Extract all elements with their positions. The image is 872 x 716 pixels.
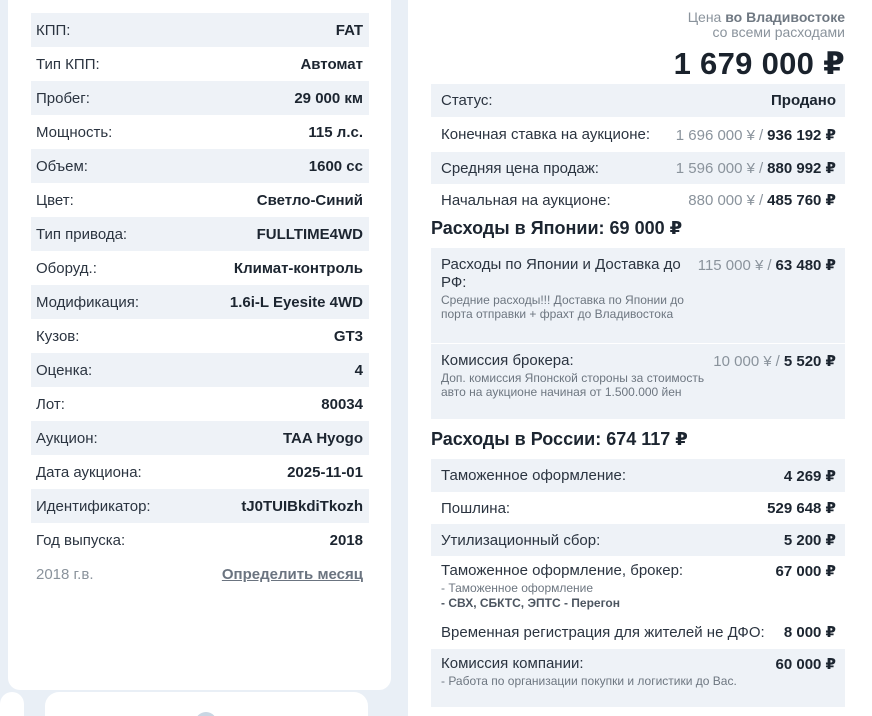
price-caption <box>674 10 845 25</box>
russia-costs-title: Расходы в России: 674 117 ₽ <box>431 429 688 449</box>
spec-row-kpp <box>31 13 369 47</box>
row-label: Средняя цена продаж: <box>441 159 599 177</box>
price-caption-place: во Владивостоке <box>725 9 845 25</box>
rub-value: 529 648 ₽ <box>767 500 836 517</box>
cost-value <box>713 352 836 370</box>
start-price-row <box>431 184 845 216</box>
japan-costs-title: Расходы в Японии: 69 000 ₽ <box>431 218 683 238</box>
row-label: Таможенное оформление: <box>441 467 627 484</box>
row-value <box>676 126 836 144</box>
yen-value: 1 596 000 ¥ <box>675 160 755 177</box>
separator: / <box>759 126 764 144</box>
specs-panel <box>8 0 391 690</box>
spec-key: Оборуд.: <box>36 259 97 277</box>
price-caption-line2: со всеми расходами <box>712 24 845 40</box>
price-panel <box>408 0 872 716</box>
spec-key: Пробег: <box>36 89 90 107</box>
cost-label: Таможенное оформление, брокер: <box>441 562 684 579</box>
row-value <box>784 467 836 485</box>
spec-value: Автомат <box>300 55 363 73</box>
status-value: Продано <box>771 92 836 109</box>
cost-note-bold-text: - СВХ, СБКТС, ЭПТС - Перегон <box>441 596 620 610</box>
cost-note: - Работа по организации покупки и логистики до Вас. <box>441 674 737 688</box>
spec-value: tJ0TUIBkdiTkozh <box>241 497 363 515</box>
spec-row-power <box>31 115 369 149</box>
spec-value: Климат-контроль <box>233 259 363 277</box>
cost-label: Комиссия компании: <box>441 655 584 672</box>
separator: / <box>759 192 764 209</box>
rub-value: 4 269 ₽ <box>783 467 836 485</box>
spec-value: TAA Hyogo <box>283 429 363 447</box>
spec-value: FAT <box>335 21 363 39</box>
spec-key: Объем: <box>36 157 88 175</box>
spec-key: Год выпуска: <box>36 531 126 549</box>
avg-price-row <box>431 152 845 184</box>
spec-row-mileage <box>31 81 369 115</box>
rub-value: 67 000 ₽ <box>775 563 836 580</box>
spec-row-auction <box>31 421 369 455</box>
yen-value: 10 000 ¥ <box>713 353 772 370</box>
spec-key: Оценка: <box>36 361 93 379</box>
spec-row-volume <box>31 149 369 183</box>
spec-row-color <box>31 183 369 217</box>
cost-note: Доп. комиссия Японской стороны за стоимость авто на аукционе начиная от 1.500.000 йен <box>441 371 705 399</box>
spec-key: Лот: <box>36 395 65 413</box>
row-value <box>784 623 836 641</box>
company-commission-item <box>431 649 845 707</box>
spec-value: 2025-11-01 <box>287 463 363 481</box>
spec-value: 2018 <box>329 531 363 549</box>
broker-commission-item <box>431 343 845 419</box>
separator: / <box>759 160 764 177</box>
rub-value: 485 760 ₽ <box>767 192 836 209</box>
spec-value: 115 л.с. <box>308 123 363 141</box>
spec-value: GT3 <box>333 327 363 345</box>
cost-value <box>698 256 836 274</box>
status-row <box>431 84 845 117</box>
rub-value: 5 520 ₽ <box>783 353 836 370</box>
rub-value: 5 200 ₽ <box>783 532 836 549</box>
spec-key: Мощность: <box>36 123 113 141</box>
cost-header <box>441 562 836 580</box>
row-value <box>688 191 836 209</box>
row-label: Конечная ставка на аукционе: <box>441 126 650 143</box>
price-caption-prefix: Цена <box>687 9 726 25</box>
row-value <box>771 92 836 109</box>
rub-value: 8 000 ₽ <box>783 624 836 641</box>
spec-row-modification <box>31 285 369 319</box>
year-text: 2018 г.в. <box>36 565 94 583</box>
spec-key: Аукцион: <box>36 429 98 447</box>
yen-value: 1 696 000 ¥ <box>675 126 755 144</box>
spec-row-year <box>31 523 369 557</box>
row-value <box>676 159 836 177</box>
spec-key: Кузов: <box>36 327 80 345</box>
spec-value: 1600 cc <box>308 157 363 175</box>
customs-row <box>431 459 845 492</box>
spec-row-auction-date <box>31 455 369 489</box>
russia-costs <box>431 459 845 707</box>
cost-value <box>776 655 836 673</box>
determine-month-link[interactable]: Определить месяц <box>221 565 363 583</box>
rub-value: 60 000 ₽ <box>775 656 836 673</box>
spec-key: Цвет: <box>36 191 74 209</box>
spec-row-lot <box>31 387 369 421</box>
cost-header <box>441 352 836 370</box>
spec-row-kpp-type <box>31 47 369 81</box>
spec-value: 80034 <box>321 395 363 413</box>
japan-delivery-item <box>431 248 845 343</box>
spec-row-grade <box>31 353 369 387</box>
row-value <box>767 499 836 517</box>
spec-row-drive <box>31 217 369 251</box>
recycling-fee-row <box>431 524 845 556</box>
total-price: 1 679 000 ₽ <box>673 46 845 81</box>
row-label: Временная регистрация для жителей не ДФО: <box>441 623 765 641</box>
spec-footer <box>31 557 369 591</box>
spec-value: 29 000 км <box>294 89 363 107</box>
spec-row-equipment <box>31 251 369 285</box>
spec-value: 1.6i-L Eyesite 4WD <box>229 293 363 311</box>
rub-value: 936 192 ₽ <box>767 126 836 144</box>
row-label: Утилизационный сбор: <box>441 531 601 549</box>
japan-costs <box>431 248 845 419</box>
spec-value: 4 <box>354 361 363 379</box>
cost-header <box>441 256 836 292</box>
spec-key: Тип КПП: <box>36 55 100 73</box>
spec-value: FULLTIME4WD <box>256 225 363 243</box>
duty-row <box>431 492 845 524</box>
yen-value: 880 000 ¥ <box>688 192 755 209</box>
spec-value: Светло-Синий <box>256 191 363 209</box>
cost-note-bold <box>441 596 836 610</box>
row-label: Статус: <box>441 92 493 109</box>
cost-note: - Таможенное оформление <box>441 581 594 595</box>
price-header <box>674 10 845 82</box>
final-bid-row <box>431 117 845 152</box>
separator: / <box>767 257 772 274</box>
spec-key: Тип привода: <box>36 225 128 243</box>
yen-value: 115 000 ¥ <box>697 257 764 274</box>
bottom-card <box>0 692 24 716</box>
spec-key: Модификация: <box>36 293 140 311</box>
spec-key: КПП: <box>36 21 71 39</box>
spec-row-identifier <box>31 489 369 523</box>
spec-row-body <box>31 319 369 353</box>
spec-key: Дата аукциона: <box>36 463 142 481</box>
cost-label: Комиссия брокера: <box>441 352 574 369</box>
rub-value: 63 480 ₽ <box>775 257 836 274</box>
cost-value <box>776 562 836 580</box>
cost-header <box>441 655 836 673</box>
cost-note: Средние расходы!!! Доставка по Японии до порта отправки + фрахт до Владивостока <box>441 293 684 321</box>
row-value <box>784 531 836 549</box>
customs-broker-item <box>431 556 845 615</box>
row-label: Пошлина: <box>441 499 511 517</box>
separator: / <box>775 353 780 370</box>
temp-registration-row <box>431 615 845 649</box>
spec-key: Идентификатор: <box>36 497 151 515</box>
specs-list <box>31 13 369 591</box>
rub-value: 880 992 ₽ <box>767 160 836 177</box>
summary-table <box>431 84 845 216</box>
cost-label: Расходы по Японии и Доставка до РФ: <box>441 256 681 291</box>
row-label: Начальная на аукционе: <box>441 191 611 209</box>
